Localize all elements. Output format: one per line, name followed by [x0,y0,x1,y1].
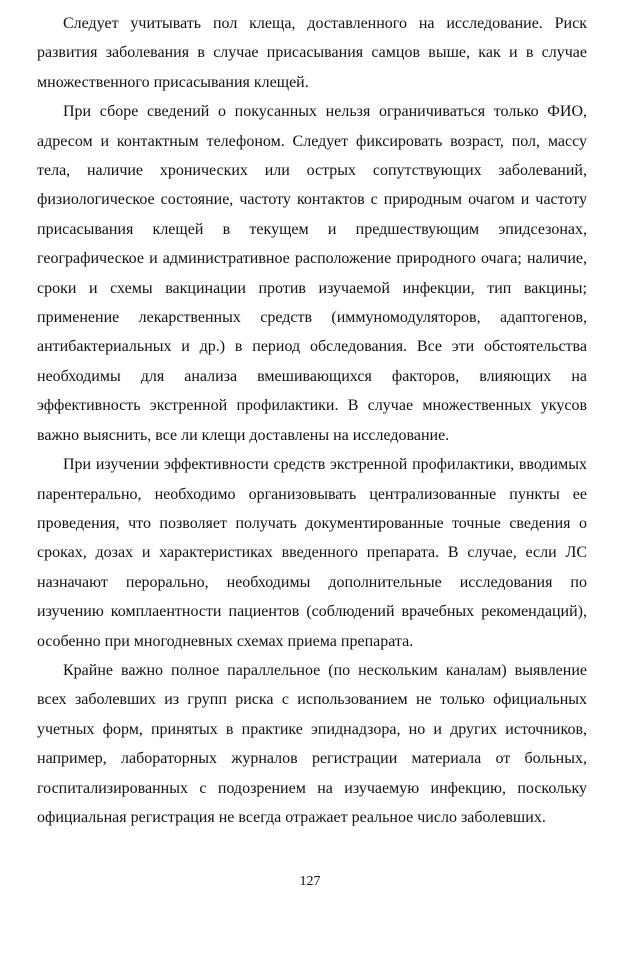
paragraph-patient-data: При сборе сведений о покусанных нельзя ограничиваться только ФИО, адресом и контактным телефоном. Следует фиксировать возраст, пол, массу тела, наличие хронических или острых сопутствующих заболеваний, физиологическое состояние, частоту контактов с природным очагом и частоту присасывания клещей в текущем и предшествующим эпидсезонах, географическое и административное расположение природного очага; наличие, сроки и схемы вакцинации против изучаемой инфекции, тип вакцины; применение лекарственных средств (иммуномодуляторов, адаптогенов, антибактериальных и др.) в период обследования. Все эти обстоятельства необходимы для анализа вмешивающихся факторов, влияющих на эффективность экстренной профилактики. В случае множественных укусов важно выяснить, все ли клещи доставлены на исследование. [37,103,587,444]
document-body [37,9,587,832]
paragraph-prophylaxis-points: При изучении эффективности средств экстренной профилактики, вводимых парентерально, необходимо организовывать централизованные пункты ее проведения, что позволяет получать документированные точные сведения о сроках, дозах и характеристиках введенного препарата. В случае, если ЛС назначают перорально, необходимы дополнительные исследования по изучению комплаентности пациентов (соблюдений врачебных рекомендаций), особенно при многодневных схемах приема препарата. [37,456,587,650]
paragraph-tick-sex: Следует учитывать пол клеща, доставленного на исследование. Риск развития заболевания в случае присасывания самцов выше, как и в случае множественного присасывания клещей. [37,15,587,91]
page-number: 127 [299,874,321,889]
paragraph-case-detection: Крайне важно полное параллельное (по нескольким каналам) выявление всех заболевших из групп риска с использованием не только официальных учетных форм, принятых в практике эпиднадзора, но и других источников, например, лабораторных журналов регистрации материала от больных, госпитализированных с подозрением на изучаемую инфекцию, поскольку официальная регистрация не всегда отражает реальное число заболевших. [37,661,587,826]
